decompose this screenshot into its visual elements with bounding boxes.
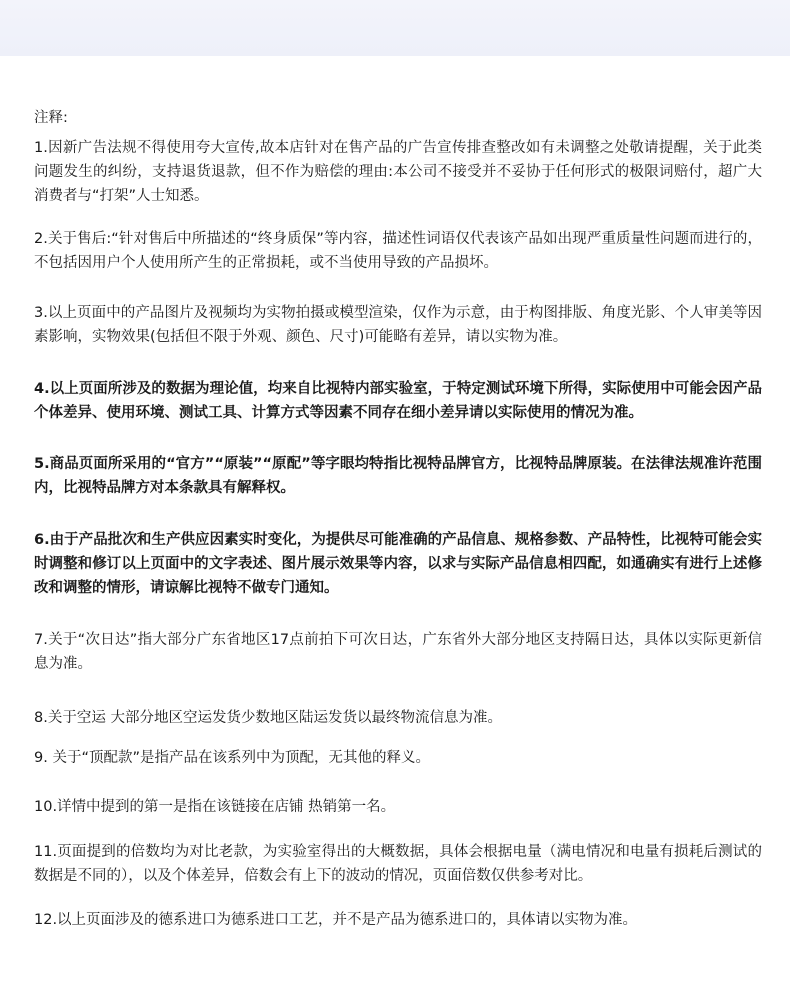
note-item-5: 5.商品页面所采用的“官方”“原装”“原配”等字眼均特指比视特品牌官方，比视特品牌原装。在法律法规准许范围内，比视特品牌方对本条款具有解释权。 <box>34 456 762 496</box>
note-item-1: 1.因新广告法规不得使用夸大宣传,故本店针对在售产品的广告宣传排查整改如有未调整之处敬请提醒，关于此类问题发生的纠纷，支持退货退款，但不作为赔偿的理由:本公司不接受并不妥协于任何形式的极限词赔付，超广大消费者与“打架”人士知悉。 <box>34 140 762 204</box>
note-item-3: 3.以上页面中的产品图片及视频均为实物拍摄或模型渲染，仅作为示意，由于构图排版、角度光影、个人审美等因素影响，实物效果(包括但不限于外观、颜色、尺寸)可能略有差异，请以实物为准。 <box>34 305 762 345</box>
note-item-9: 9. 关于“顶配款”是指产品在该系列中为顶配，无其他的释义。 <box>34 750 430 766</box>
notes-heading: 注释: <box>34 110 68 126</box>
note-item-11: 11.页面提到的倍数均为对比老款，为实验室得出的大概数据，具体会根据电量（满电情况和电量有损耗后测试的数据是不同的），以及个体差异，倍数会有上下的波动的情况，页面倍数仅供参考对比。 <box>34 844 762 884</box>
top-banner <box>0 0 790 56</box>
note-item-10: 10.详情中提到的第一是指在该链接在店铺 热销第一名。 <box>34 799 396 815</box>
note-item-12: 12.以上页面涉及的德系进口为德系进口工艺，并不是产品为德系进口的，具体请以实物为准。 <box>34 912 638 928</box>
note-item-7: 7.关于“次日达”指大部分广东省地区17点前拍下可次日达，广东省外大部分地区支持隔日达，具体以实际更新信息为准。 <box>34 632 762 672</box>
note-item-4: 4.以上页面所涉及的数据为理论值，均来自比视特内部实验室，于特定测试环境下所得，实际使用中可能会因产品个体差异、使用环境、测试工具、计算方式等因素不同存在细小差异请以实际使用的情况为准。 <box>34 381 762 421</box>
note-item-6: 6.由于产品批次和生产供应因素实时变化，为提供尽可能准确的产品信息、规格参数、产品特性，比视特可能会实时调整和修订以上页面中的文字表述、图片展示效果等内容，以求与实际产品信息相四配，如通确实有进行上述修改和调整的情形，请谅解比视特不做专门通知。 <box>34 532 762 596</box>
note-item-8: 8.关于空运 大部分地区空运发货少数地区陆运发货以最终物流信息为准。 <box>34 710 502 726</box>
note-item-2: 2.关于售后:“针对售后中所描述的“终身质保”等内容，描述性词语仅代表该产品如出现严重质量性问题而进行的，不包括因用户个人使用所产生的正常损耗，或不当使用导致的产品损坏。 <box>34 231 762 271</box>
